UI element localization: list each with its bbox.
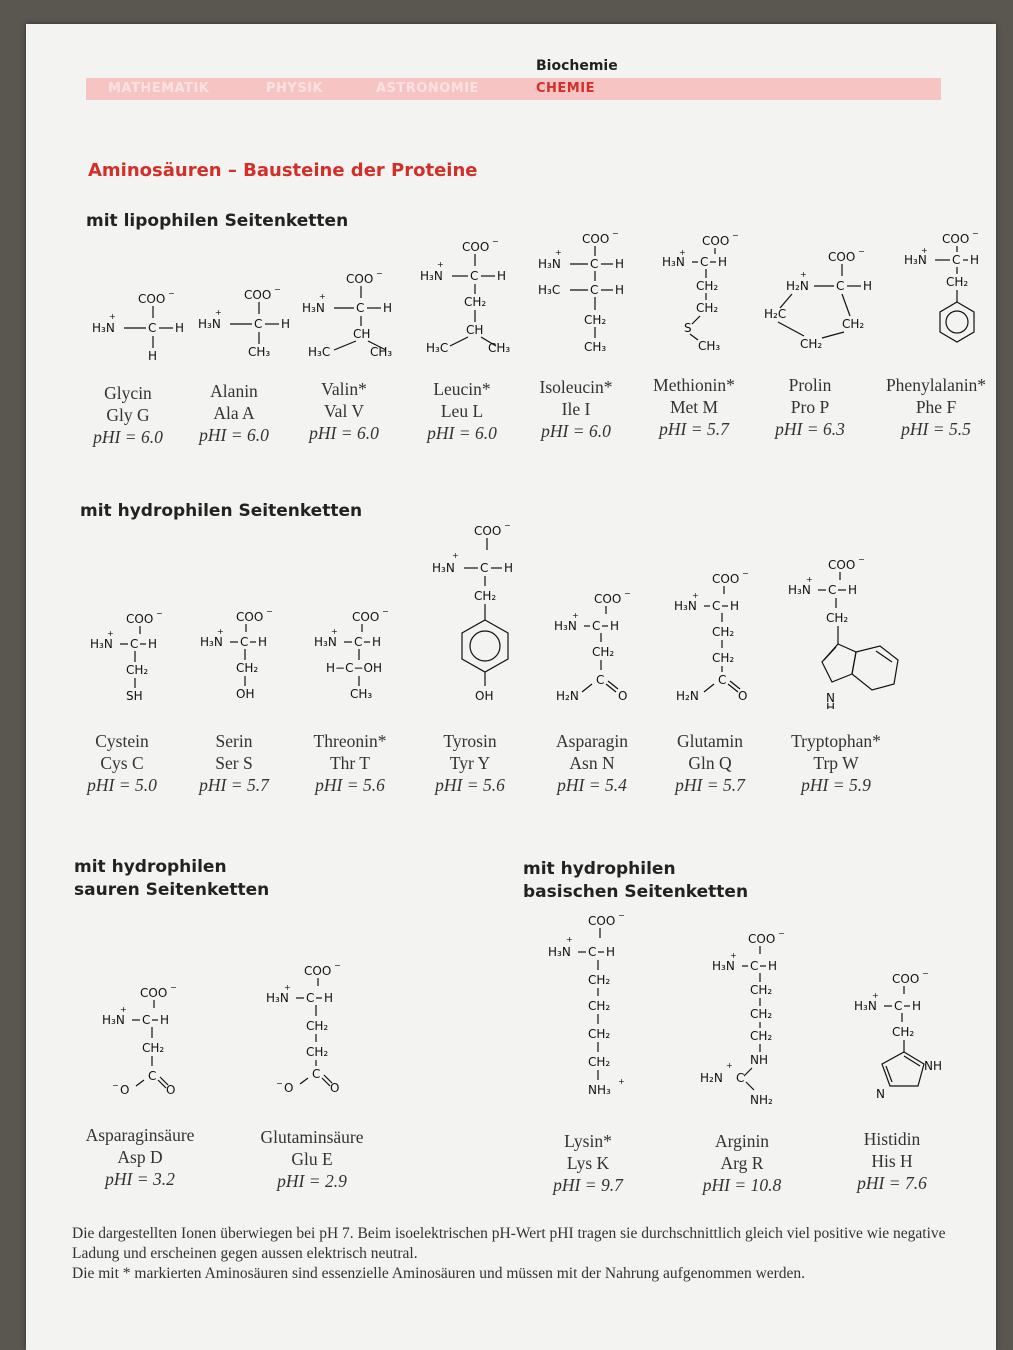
- svg-text:H: H: [826, 701, 836, 709]
- svg-text:C: C: [148, 1069, 157, 1083]
- svg-text:CH₃: CH₃: [350, 687, 373, 701]
- page-title: Aminosäuren – Bausteine der Proteine: [88, 160, 478, 181]
- svg-text:+: +: [800, 270, 807, 279]
- structure-arginin: [698, 928, 808, 1113]
- svg-text:COO: COO: [828, 250, 856, 264]
- svg-text:CH₂: CH₂: [800, 337, 823, 351]
- svg-text:+: +: [217, 627, 224, 636]
- section-basisch-line2: basischen Seitenketten: [523, 882, 749, 902]
- svg-text:H: H: [372, 635, 382, 649]
- svg-text:H: H: [324, 991, 334, 1005]
- svg-text:COO: COO: [140, 986, 168, 1000]
- svg-text:H₃N: H₃N: [854, 999, 877, 1013]
- svg-text:H₃C: H₃C: [308, 345, 331, 359]
- label-glycin: Glycin Gly G pHI = 6.0: [93, 383, 163, 447]
- svg-text:CH₂: CH₂: [712, 651, 735, 665]
- structure-alanin: [192, 284, 292, 369]
- svg-text:−: −: [112, 1081, 119, 1090]
- svg-text:NH₃: NH₃: [588, 1083, 611, 1097]
- svg-text:O: O: [330, 1081, 340, 1095]
- structure-valin: [298, 268, 398, 368]
- label-cystein: Cystein Cys C pHI = 5.0: [87, 731, 157, 795]
- svg-text:CH₃: CH₃: [584, 340, 607, 354]
- svg-text:H₃N: H₃N: [548, 945, 571, 959]
- svg-text:CH₂: CH₂: [126, 663, 149, 677]
- svg-text:COO: COO: [138, 292, 166, 306]
- svg-text:−: −: [858, 555, 865, 564]
- label-arginin: Arginin Arg R pHI = 10.8: [702, 1131, 782, 1195]
- svg-text:−: −: [156, 609, 163, 618]
- svg-text:O: O: [166, 1083, 176, 1097]
- svg-text:H: H: [606, 945, 616, 959]
- svg-text:CH₂: CH₂: [588, 999, 611, 1013]
- svg-text:+: +: [806, 575, 813, 584]
- svg-text:H₃N: H₃N: [904, 253, 927, 267]
- svg-text:CH₂: CH₂: [474, 589, 497, 603]
- svg-text:H₂N: H₂N: [676, 689, 699, 703]
- svg-text:C: C: [312, 1067, 321, 1081]
- svg-text:H: H: [148, 637, 158, 651]
- footnote-essential: Die mit * markierten Aminosäuren sind essenzielle Aminosäuren und müssen mit der Nahrung aufgenommen werden.: [72, 1265, 806, 1282]
- svg-text:C: C: [700, 255, 709, 269]
- svg-text:H: H: [912, 999, 922, 1013]
- svg-text:H₃N: H₃N: [302, 301, 325, 315]
- svg-text:C: C: [590, 283, 599, 297]
- svg-text:COO: COO: [304, 964, 332, 978]
- svg-text:CH: CH: [353, 327, 371, 341]
- svg-text:C: C: [712, 599, 721, 613]
- structure-asparagin: [548, 588, 648, 713]
- svg-text:C: C: [836, 279, 845, 293]
- svg-text:C: C: [750, 959, 759, 973]
- label-serin: Serin Ser S pHI = 5.7: [199, 731, 269, 795]
- svg-text:+: +: [284, 983, 291, 992]
- svg-text:H: H: [258, 635, 268, 649]
- svg-text:CH₂: CH₂: [712, 625, 735, 639]
- svg-text:C: C: [142, 1013, 151, 1027]
- label-asparagin: Asparagin Asn N pHI = 5.4: [556, 731, 628, 795]
- svg-text:+: +: [319, 292, 326, 301]
- svg-text:N: N: [876, 1087, 885, 1101]
- svg-text:NH: NH: [750, 1053, 768, 1067]
- svg-text:H: H: [383, 301, 393, 315]
- section-hydrophil: mit hydrophilen Seitenketten: [80, 501, 363, 521]
- svg-text:COO: COO: [126, 612, 154, 626]
- label-isoleucin: Isoleucin* Ile I pHI = 6.0: [539, 377, 613, 441]
- svg-text:H: H: [504, 561, 514, 575]
- subject-nav-band: [86, 78, 941, 100]
- svg-text:CH₂: CH₂: [588, 1027, 611, 1041]
- svg-text:H−C−OH: H−C−OH: [326, 661, 382, 675]
- svg-text:−: −: [742, 569, 749, 578]
- svg-text:C: C: [952, 253, 961, 267]
- label-asparaginsaeure: Asparaginsäure Asp D pHI = 3.2: [85, 1125, 195, 1189]
- svg-text:O: O: [120, 1083, 130, 1097]
- label-lysin: Lysin* Lys K pHI = 9.7: [553, 1131, 623, 1195]
- svg-text:+: +: [921, 246, 928, 255]
- svg-text:O: O: [738, 689, 748, 703]
- svg-text:C: C: [240, 635, 249, 649]
- svg-text:+: +: [692, 591, 699, 600]
- svg-text:CH₂: CH₂: [696, 301, 719, 315]
- svg-text:H: H: [610, 619, 620, 633]
- svg-text:+: +: [618, 1077, 625, 1086]
- svg-text:−: −: [612, 229, 619, 238]
- label-prolin: Prolin Pro P pHI = 6.3: [775, 375, 845, 439]
- svg-text:COO: COO: [236, 610, 264, 624]
- svg-text:COO: COO: [892, 972, 920, 986]
- label-alanin: Alanin Ala A pHI = 6.0: [199, 381, 269, 445]
- svg-text:CH₂: CH₂: [750, 1007, 773, 1021]
- svg-text:H: H: [175, 321, 185, 335]
- section-sauer: [74, 856, 269, 902]
- section-sauer-line1: mit hydrophilen: [74, 857, 227, 877]
- structure-leucin: [418, 236, 528, 366]
- svg-text:CH₂: CH₂: [588, 973, 611, 987]
- svg-text:C: C: [254, 317, 263, 331]
- svg-text:H: H: [148, 349, 158, 363]
- svg-text:H₂C: H₂C: [764, 307, 787, 321]
- label-tryptophan: Tryptophan* Trp W pHI = 5.9: [791, 731, 881, 795]
- structure-prolin: [762, 246, 872, 361]
- svg-text:H₃N: H₃N: [788, 583, 811, 597]
- svg-text:C: C: [356, 301, 365, 315]
- svg-text:H₃N: H₃N: [266, 991, 289, 1005]
- section-sauer-line2: sauren Seitenketten: [74, 880, 270, 900]
- structure-histidin: [852, 968, 952, 1113]
- structure-lysin: [544, 910, 644, 1115]
- svg-text:−: −: [334, 961, 341, 970]
- svg-text:H₃C: H₃C: [538, 283, 561, 297]
- svg-text:H₃N: H₃N: [314, 635, 337, 649]
- svg-text:CH₃: CH₃: [488, 341, 511, 355]
- svg-text:+: +: [555, 248, 562, 257]
- svg-text:+: +: [437, 260, 444, 269]
- svg-text:NH: NH: [924, 1059, 942, 1073]
- svg-text:COO: COO: [828, 558, 856, 572]
- label-glutamin: Glutamin Gln Q pHI = 5.7: [675, 731, 745, 795]
- structure-glutaminsaeure: [264, 960, 364, 1105]
- svg-text:H₃N: H₃N: [554, 619, 577, 633]
- svg-text:CH₂: CH₂: [946, 275, 969, 289]
- svg-text:H₃N: H₃N: [200, 635, 223, 649]
- svg-text:C: C: [736, 1071, 745, 1085]
- svg-text:C: C: [130, 637, 139, 651]
- svg-text:−: −: [276, 1079, 283, 1088]
- svg-text:H: H: [768, 959, 778, 973]
- svg-text:C: C: [306, 991, 315, 1005]
- svg-text:−: −: [732, 231, 739, 240]
- svg-text:+: +: [120, 1005, 127, 1014]
- svg-text:+: +: [679, 248, 686, 257]
- structure-tyrosin: [430, 520, 530, 715]
- nav-physik: PHYSIK: [266, 81, 324, 96]
- svg-text:H₂N: H₂N: [700, 1071, 723, 1085]
- svg-text:H₃N: H₃N: [538, 257, 561, 271]
- label-histidin: Histidin His H pHI = 7.6: [857, 1129, 927, 1193]
- svg-text:H: H: [848, 583, 858, 597]
- svg-text:+: +: [572, 611, 579, 620]
- svg-text:COO: COO: [748, 932, 776, 946]
- svg-text:CH₂: CH₂: [588, 1055, 611, 1069]
- svg-text:+: +: [109, 312, 116, 321]
- svg-text:−: −: [168, 289, 175, 298]
- svg-text:H₃N: H₃N: [712, 959, 735, 973]
- book-page: [26, 24, 996, 1350]
- svg-text:H₂N: H₂N: [786, 279, 809, 293]
- svg-text:COO: COO: [474, 524, 502, 538]
- label-tyrosin: Tyrosin Tyr Y pHI = 5.6: [435, 731, 505, 795]
- svg-text:COO: COO: [594, 592, 622, 606]
- structure-threonin: [312, 606, 412, 711]
- label-glutaminsaeure: Glutaminsäure Glu E pHI = 2.9: [260, 1127, 364, 1191]
- svg-text:−: −: [266, 607, 273, 616]
- structure-glycin: [86, 288, 186, 373]
- nav-chemie: CHEMIE: [536, 81, 595, 96]
- svg-text:C: C: [718, 673, 727, 687]
- svg-text:−: −: [504, 521, 511, 530]
- svg-text:CH₂: CH₂: [584, 313, 607, 327]
- svg-text:OH: OH: [236, 687, 255, 701]
- svg-text:H₃N: H₃N: [420, 269, 443, 283]
- label-leucin: Leucin* Leu L pHI = 6.0: [427, 379, 497, 443]
- svg-text:H: H: [281, 317, 291, 331]
- svg-text:CH₂: CH₂: [892, 1025, 915, 1039]
- svg-text:−: −: [922, 969, 929, 978]
- svg-text:H₃N: H₃N: [92, 321, 115, 335]
- section-basisch: [523, 858, 748, 904]
- svg-text:O: O: [284, 1081, 294, 1095]
- footnote: [72, 1224, 952, 1284]
- svg-text:C: C: [480, 561, 489, 575]
- svg-text:COO: COO: [582, 232, 610, 246]
- svg-text:CH₂: CH₂: [592, 645, 615, 659]
- section-lipophil: mit lipophilen Seitenketten: [86, 211, 349, 231]
- svg-text:−: −: [492, 237, 499, 246]
- svg-text:H: H: [615, 257, 625, 271]
- svg-text:+: +: [452, 551, 459, 560]
- svg-text:−: −: [376, 269, 383, 278]
- svg-text:CH₂: CH₂: [306, 1045, 329, 1059]
- svg-text:+: +: [566, 935, 573, 944]
- svg-text:−: −: [274, 285, 281, 294]
- svg-text:C: C: [148, 321, 157, 335]
- svg-text:+: +: [730, 951, 737, 960]
- nav-mathematik: MATHEMATIK: [108, 81, 210, 96]
- structure-tryptophan: [786, 554, 906, 714]
- svg-text:C: C: [828, 583, 837, 597]
- svg-text:−: −: [382, 607, 389, 616]
- footnote-isoelectric: Die dargestellten Ionen überwiegen bei pH 7. Beim isoelektrischen pH-Wert pHI tragen sie durchschnittlich gleich viel positive wie negative Ladung und erscheinen gegen aussen elektrisch neutral.: [72, 1225, 946, 1262]
- svg-text:CH₃: CH₃: [248, 345, 271, 359]
- svg-text:−: −: [778, 929, 785, 938]
- svg-text:+: +: [215, 308, 222, 317]
- svg-text:H₃N: H₃N: [198, 317, 221, 331]
- svg-text:N: N: [826, 691, 835, 705]
- label-methionin: Methionin* Met M pHI = 5.7: [653, 375, 735, 439]
- svg-text:OH: OH: [475, 689, 494, 703]
- svg-text:H₂N: H₂N: [556, 689, 579, 703]
- svg-text:H₃N: H₃N: [662, 255, 685, 269]
- svg-text:COO: COO: [588, 914, 616, 928]
- svg-text:O: O: [618, 689, 628, 703]
- svg-text:C: C: [588, 945, 597, 959]
- svg-text:COO: COO: [942, 232, 970, 246]
- svg-text:CH₂: CH₂: [142, 1041, 165, 1055]
- svg-text:H₃N: H₃N: [674, 599, 697, 613]
- svg-text:H: H: [970, 253, 980, 267]
- section-basisch-line1: mit hydrophilen: [523, 859, 676, 879]
- svg-text:+: +: [726, 1061, 733, 1070]
- svg-text:COO: COO: [702, 234, 730, 248]
- structure-phenylalanin: [902, 228, 992, 363]
- svg-text:−: −: [170, 983, 177, 992]
- svg-text:S: S: [684, 321, 692, 335]
- svg-text:CH₂: CH₂: [464, 295, 487, 309]
- svg-text:COO: COO: [346, 272, 374, 286]
- svg-text:H₃N: H₃N: [90, 637, 113, 651]
- svg-text:−: −: [972, 229, 979, 238]
- svg-text:CH: CH: [466, 323, 484, 337]
- svg-text:H: H: [497, 269, 507, 283]
- svg-text:H₃N: H₃N: [432, 561, 455, 575]
- svg-text:C: C: [592, 619, 601, 633]
- structure-serin: [198, 606, 288, 711]
- structure-glutamin: [670, 568, 770, 713]
- svg-text:CH₂: CH₂: [842, 317, 865, 331]
- svg-text:CH₂: CH₂: [236, 661, 259, 675]
- svg-text:C: C: [470, 269, 479, 283]
- svg-text:+: +: [107, 629, 114, 638]
- svg-text:SH: SH: [126, 689, 143, 703]
- nav-astronomie: ASTRONOMIE: [376, 81, 479, 96]
- svg-text:CH₂: CH₂: [306, 1019, 329, 1033]
- svg-text:CH₃: CH₃: [698, 339, 721, 353]
- svg-text:CH₂: CH₂: [826, 611, 849, 625]
- svg-text:H: H: [615, 283, 625, 297]
- structure-asparaginsaeure: [100, 982, 200, 1107]
- structure-isoleucin: [534, 228, 634, 361]
- svg-text:+: +: [872, 991, 879, 1000]
- svg-text:H: H: [160, 1013, 170, 1027]
- svg-text:CH₂: CH₂: [750, 1029, 773, 1043]
- svg-text:CH₂: CH₂: [696, 279, 719, 293]
- svg-text:−: −: [858, 247, 865, 256]
- svg-text:H₃C: H₃C: [426, 341, 449, 355]
- svg-text:COO: COO: [712, 572, 740, 586]
- label-phenylalanin: Phenylalanin* Phe F pHI = 5.5: [885, 375, 987, 439]
- svg-text:CH₂: CH₂: [750, 983, 773, 997]
- svg-text:NH₂: NH₂: [750, 1093, 773, 1107]
- svg-text:H₃N: H₃N: [102, 1013, 125, 1027]
- svg-text:COO: COO: [244, 288, 272, 302]
- svg-text:C: C: [354, 635, 363, 649]
- svg-text:COO: COO: [462, 240, 490, 254]
- svg-text:−: −: [624, 589, 631, 598]
- svg-text:H: H: [730, 599, 740, 613]
- svg-text:+: +: [331, 627, 338, 636]
- structure-cystein: [88, 608, 178, 713]
- svg-text:H: H: [863, 279, 872, 293]
- svg-text:C: C: [596, 673, 605, 687]
- svg-text:COO: COO: [352, 610, 380, 624]
- structure-methionin: [660, 230, 760, 360]
- label-threonin: Threonin* Thr T pHI = 5.6: [313, 731, 387, 795]
- label-valin: Valin* Val V pHI = 6.0: [309, 379, 379, 443]
- section-heading: Biochemie: [536, 58, 618, 74]
- svg-text:CH₃: CH₃: [370, 345, 393, 359]
- svg-text:C: C: [590, 257, 599, 271]
- svg-text:−: −: [618, 911, 625, 920]
- svg-text:H: H: [718, 255, 728, 269]
- svg-text:C: C: [894, 999, 903, 1013]
